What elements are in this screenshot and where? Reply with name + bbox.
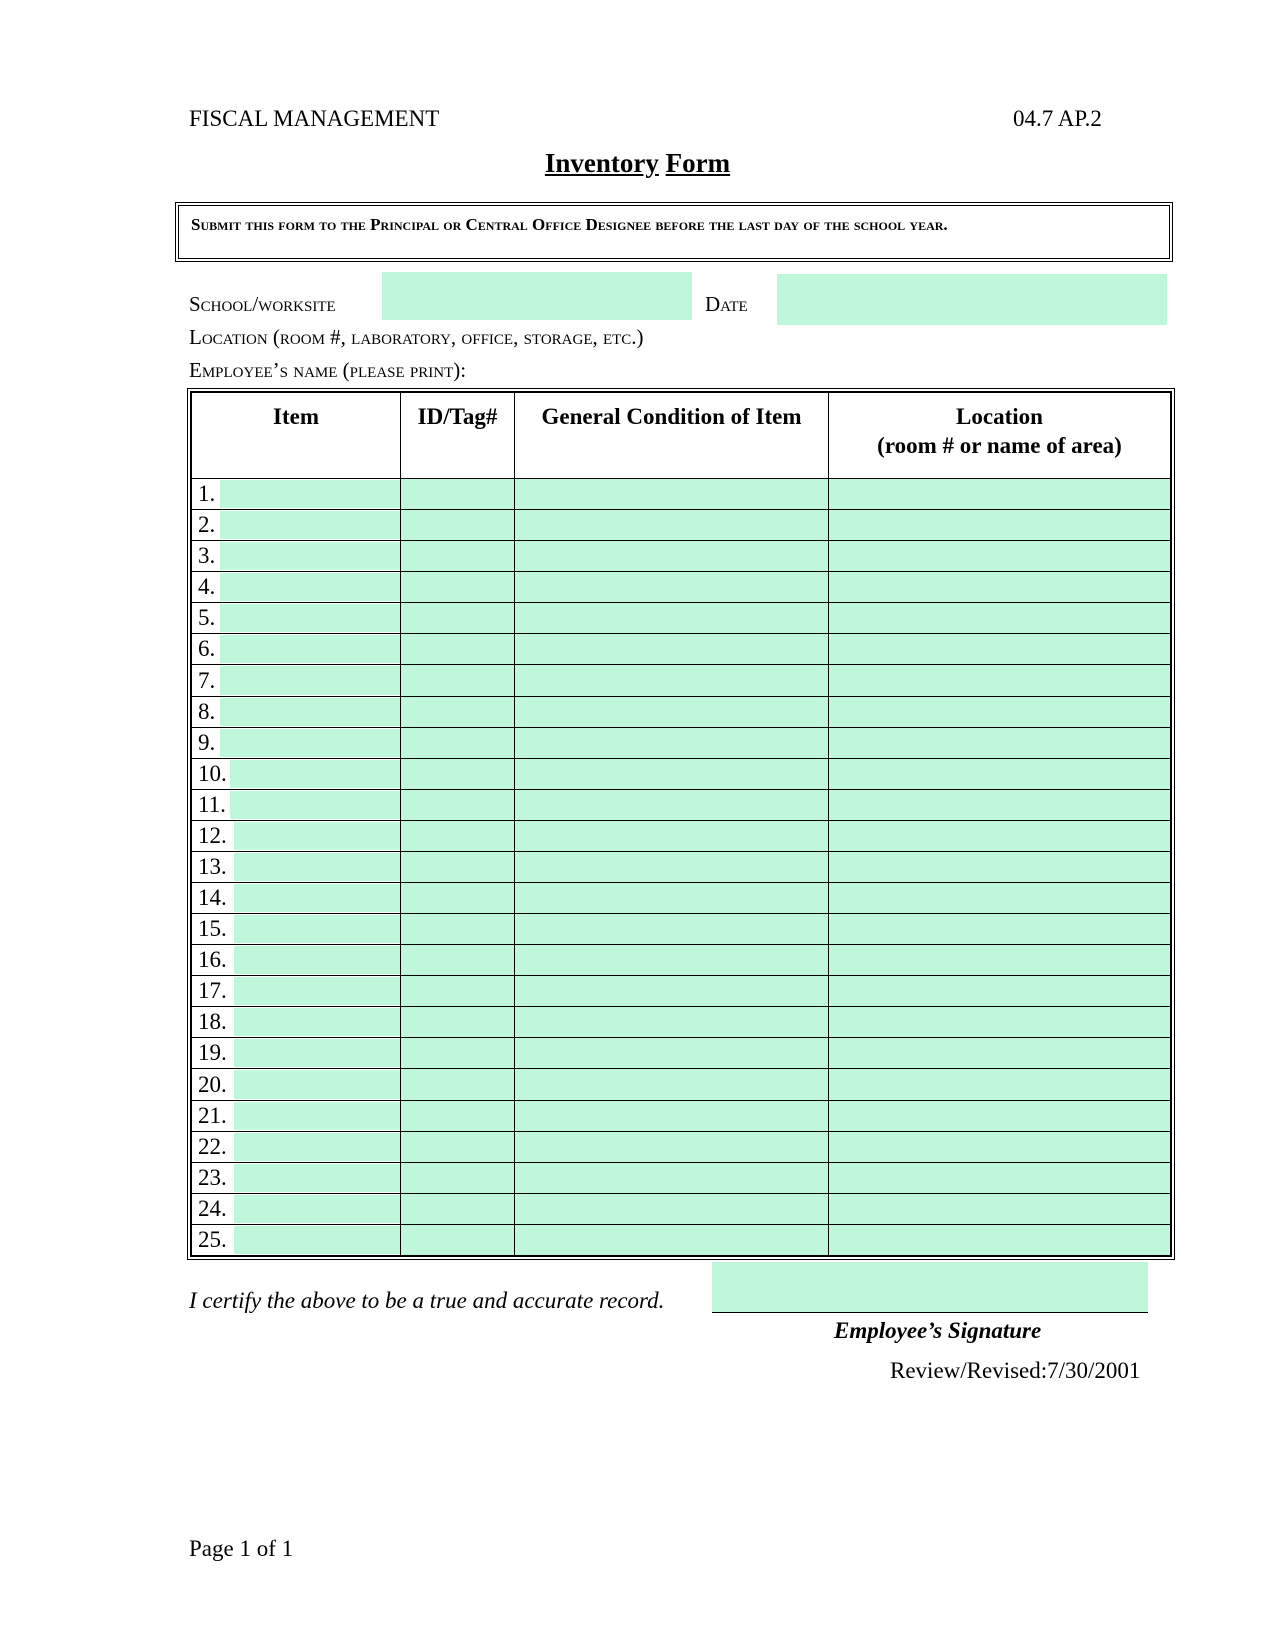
item-input-field[interactable]	[234, 1008, 400, 1036]
table-row	[192, 1162, 1171, 1193]
table-row	[192, 603, 1171, 634]
table-row	[192, 1069, 1171, 1100]
item-input-field[interactable]	[234, 822, 400, 850]
item-input-field[interactable]	[220, 666, 400, 694]
form-title	[0, 148, 1275, 179]
item-cell[interactable]	[192, 820, 401, 851]
row-number: 4.	[198, 574, 216, 600]
table-row	[192, 541, 1171, 572]
condition-field[interactable]	[515, 603, 829, 634]
id-tag-field[interactable]	[401, 1007, 515, 1038]
row-number: 9.	[198, 729, 216, 755]
item-cell[interactable]	[192, 789, 401, 820]
signature-line	[712, 1312, 1148, 1313]
id-tag-field[interactable]	[401, 758, 515, 789]
item-cell[interactable]	[192, 883, 401, 914]
item-cell[interactable]	[192, 572, 401, 603]
row-number: 11.	[198, 791, 226, 817]
location-field[interactable]	[829, 1069, 1171, 1100]
condition-field[interactable]	[515, 1131, 829, 1162]
condition-field[interactable]	[515, 727, 829, 758]
id-tag-field[interactable]	[401, 1100, 515, 1131]
location-field[interactable]	[829, 1038, 1171, 1069]
form-title-word-1: Inventory	[544, 148, 659, 178]
item-input-field[interactable]	[234, 1133, 400, 1161]
employee-signature-field[interactable]	[712, 1262, 1148, 1312]
location-field[interactable]	[829, 1193, 1171, 1224]
location-field[interactable]	[829, 820, 1171, 851]
item-input-field[interactable]	[234, 946, 400, 974]
table-row	[192, 914, 1171, 945]
employee-name-label: Employee’s name (please print):	[189, 358, 467, 382]
id-tag-field[interactable]	[401, 1162, 515, 1193]
row-number: 17.	[198, 978, 227, 1004]
id-tag-field[interactable]	[401, 541, 515, 572]
condition-field[interactable]	[515, 851, 829, 882]
row-number: 6.	[198, 636, 216, 662]
id-tag-field[interactable]	[401, 727, 515, 758]
item-input-field[interactable]	[234, 915, 400, 943]
item-cell[interactable]	[192, 851, 401, 882]
item-input-field[interactable]	[230, 791, 400, 819]
header-section-title: FISCAL MANAGEMENT	[189, 106, 440, 131]
header-item: Item	[192, 393, 401, 479]
id-tag-field[interactable]	[401, 1193, 515, 1224]
table-row	[192, 1038, 1171, 1069]
row-number: 19.	[198, 1040, 227, 1066]
table-row	[192, 510, 1171, 541]
id-tag-field[interactable]	[401, 914, 515, 945]
id-tag-field[interactable]	[401, 1069, 515, 1100]
item-input-field[interactable]	[230, 760, 400, 788]
date-label: Date	[705, 292, 748, 316]
item-input-field[interactable]	[234, 1070, 400, 1098]
condition-field[interactable]	[515, 1162, 829, 1193]
item-cell[interactable]	[192, 727, 401, 758]
item-cell[interactable]	[192, 1162, 401, 1193]
location-field[interactable]	[829, 945, 1171, 976]
id-tag-field[interactable]	[401, 696, 515, 727]
item-cell[interactable]	[192, 1100, 401, 1131]
id-tag-field[interactable]	[401, 883, 515, 914]
location-field[interactable]	[829, 976, 1171, 1007]
item-cell[interactable]	[192, 634, 401, 665]
id-tag-field[interactable]	[401, 789, 515, 820]
item-cell[interactable]	[192, 696, 401, 727]
table-header-row	[192, 393, 1171, 479]
table-row	[192, 1131, 1171, 1162]
item-input-field[interactable]	[234, 1039, 400, 1067]
date-field[interactable]	[777, 274, 1167, 325]
condition-field[interactable]	[515, 696, 829, 727]
item-cell[interactable]	[192, 1007, 401, 1038]
item-input-field[interactable]	[234, 1102, 400, 1130]
condition-field[interactable]	[515, 1224, 829, 1255]
condition-field[interactable]	[515, 1007, 829, 1038]
location-field[interactable]	[829, 572, 1171, 603]
location-field[interactable]	[829, 727, 1171, 758]
location-field[interactable]	[829, 1100, 1171, 1131]
condition-field[interactable]	[515, 758, 829, 789]
row-number: 12.	[198, 822, 227, 848]
location-field[interactable]	[829, 1162, 1171, 1193]
item-cell[interactable]	[192, 1224, 401, 1255]
location-field[interactable]	[829, 665, 1171, 696]
row-number: 7.	[198, 667, 216, 693]
item-input-field[interactable]	[220, 729, 400, 757]
condition-field[interactable]	[515, 1069, 829, 1100]
item-input-field[interactable]	[220, 480, 400, 508]
table-row	[192, 820, 1171, 851]
location-field[interactable]	[829, 883, 1171, 914]
id-tag-field[interactable]	[401, 851, 515, 882]
id-tag-field[interactable]	[401, 479, 515, 510]
id-tag-field[interactable]	[401, 1131, 515, 1162]
condition-field[interactable]	[515, 914, 829, 945]
condition-field[interactable]	[515, 1193, 829, 1224]
table-row	[192, 1007, 1171, 1038]
row-number: 23.	[198, 1164, 227, 1190]
id-tag-field[interactable]	[401, 510, 515, 541]
condition-field[interactable]	[515, 479, 829, 510]
item-cell[interactable]	[192, 1069, 401, 1100]
id-tag-field[interactable]	[401, 603, 515, 634]
table-row	[192, 665, 1171, 696]
table-row	[192, 572, 1171, 603]
id-tag-field[interactable]	[401, 945, 515, 976]
item-input-field[interactable]	[234, 853, 400, 881]
id-tag-field[interactable]	[401, 820, 515, 851]
table-row	[192, 976, 1171, 1007]
item-input-field[interactable]	[220, 542, 400, 570]
item-cell[interactable]	[192, 976, 401, 1007]
header-id-tag: ID/Tag#	[401, 393, 515, 479]
id-tag-field[interactable]	[401, 1224, 515, 1255]
table-body	[192, 479, 1171, 1256]
item-cell[interactable]	[192, 1131, 401, 1162]
item-input-field[interactable]	[234, 884, 400, 912]
table-row	[192, 727, 1171, 758]
table-row	[192, 851, 1171, 882]
condition-field[interactable]	[515, 572, 829, 603]
item-input-field[interactable]	[220, 604, 400, 632]
row-number: 8.	[198, 698, 216, 724]
row-number: 3.	[198, 543, 216, 569]
condition-field[interactable]	[515, 510, 829, 541]
header-location: Location (room # or name of area)	[829, 393, 1171, 479]
item-cell[interactable]	[192, 1038, 401, 1069]
row-number: 14.	[198, 885, 227, 911]
page-number: Page 1 of 1	[189, 1536, 294, 1561]
item-input-field[interactable]	[234, 1226, 400, 1254]
inventory-table	[187, 388, 1175, 1260]
form-title-word-2: Form	[665, 148, 731, 178]
location-field[interactable]	[829, 851, 1171, 882]
item-input-field[interactable]	[220, 511, 400, 539]
table-row	[192, 634, 1171, 665]
location-field[interactable]	[829, 1131, 1171, 1162]
location-field[interactable]	[829, 696, 1171, 727]
row-number: 22.	[198, 1133, 227, 1159]
row-number: 1.	[198, 481, 216, 507]
item-cell[interactable]	[192, 541, 401, 572]
item-input-field[interactable]	[234, 1195, 400, 1223]
item-cell[interactable]	[192, 1193, 401, 1224]
location-field[interactable]	[829, 1224, 1171, 1255]
item-input-field[interactable]	[220, 573, 400, 601]
row-number: 25.	[198, 1226, 227, 1252]
item-cell[interactable]	[192, 758, 401, 789]
certification-statement: I certify the above to be a true and accurate record.	[189, 1288, 665, 1313]
condition-field[interactable]	[515, 820, 829, 851]
id-tag-field[interactable]	[401, 572, 515, 603]
row-number: 10.	[198, 760, 227, 786]
row-number: 21.	[198, 1102, 227, 1128]
row-number: 16.	[198, 947, 227, 973]
item-input-field[interactable]	[234, 977, 400, 1005]
table-row	[192, 479, 1171, 510]
location-field[interactable]	[829, 541, 1171, 572]
id-tag-field[interactable]	[401, 1038, 515, 1069]
row-number: 2.	[198, 512, 216, 538]
location-field[interactable]	[829, 510, 1171, 541]
item-cell[interactable]	[192, 603, 401, 634]
item-cell[interactable]	[192, 479, 401, 510]
location-label: Location (room #, laboratory, office, storage, etc.)	[189, 325, 644, 349]
table-row	[192, 696, 1171, 727]
row-number: 24.	[198, 1195, 227, 1221]
item-cell[interactable]	[192, 665, 401, 696]
row-number: 18.	[198, 1009, 227, 1035]
header-policy-code: 04.7 AP.2	[1013, 106, 1102, 131]
table-row	[192, 789, 1171, 820]
item-cell[interactable]	[192, 945, 401, 976]
condition-field[interactable]	[515, 945, 829, 976]
id-tag-field[interactable]	[401, 665, 515, 696]
item-cell[interactable]	[192, 510, 401, 541]
submission-notice: Submit this form to the Principal or Central Office Designee before the last day of the school year.	[175, 202, 1173, 262]
item-cell[interactable]	[192, 914, 401, 945]
location-field[interactable]	[829, 479, 1171, 510]
item-input-field[interactable]	[220, 635, 400, 663]
condition-field[interactable]	[515, 789, 829, 820]
school-worksite-field[interactable]	[382, 272, 692, 320]
id-tag-field[interactable]	[401, 634, 515, 665]
row-number: 13.	[198, 853, 227, 879]
table-row	[192, 1100, 1171, 1131]
row-number: 5.	[198, 605, 216, 631]
condition-field[interactable]	[515, 1038, 829, 1069]
location-field[interactable]	[829, 758, 1171, 789]
id-tag-field[interactable]	[401, 976, 515, 1007]
table-row	[192, 945, 1171, 976]
condition-field[interactable]	[515, 665, 829, 696]
item-input-field[interactable]	[220, 698, 400, 726]
table-row	[192, 883, 1171, 914]
row-number: 15.	[198, 916, 227, 942]
condition-field[interactable]	[515, 1100, 829, 1131]
table-row	[192, 758, 1171, 789]
header-condition: General Condition of Item	[515, 393, 829, 479]
condition-field[interactable]	[515, 883, 829, 914]
location-field[interactable]	[829, 1007, 1171, 1038]
location-field[interactable]	[829, 634, 1171, 665]
row-number: 20.	[198, 1071, 227, 1097]
table-row	[192, 1224, 1171, 1255]
school-worksite-label: School/worksite	[189, 292, 336, 316]
condition-field[interactable]	[515, 541, 829, 572]
condition-field[interactable]	[515, 976, 829, 1007]
location-field[interactable]	[829, 789, 1171, 820]
table-row	[192, 1193, 1171, 1224]
condition-field[interactable]	[515, 634, 829, 665]
revision-date: Review/Revised:7/30/2001	[890, 1358, 1141, 1383]
location-field[interactable]	[829, 603, 1171, 634]
location-field[interactable]	[829, 914, 1171, 945]
item-input-field[interactable]	[234, 1164, 400, 1192]
signature-label: Employee’s Signature	[834, 1318, 1042, 1343]
